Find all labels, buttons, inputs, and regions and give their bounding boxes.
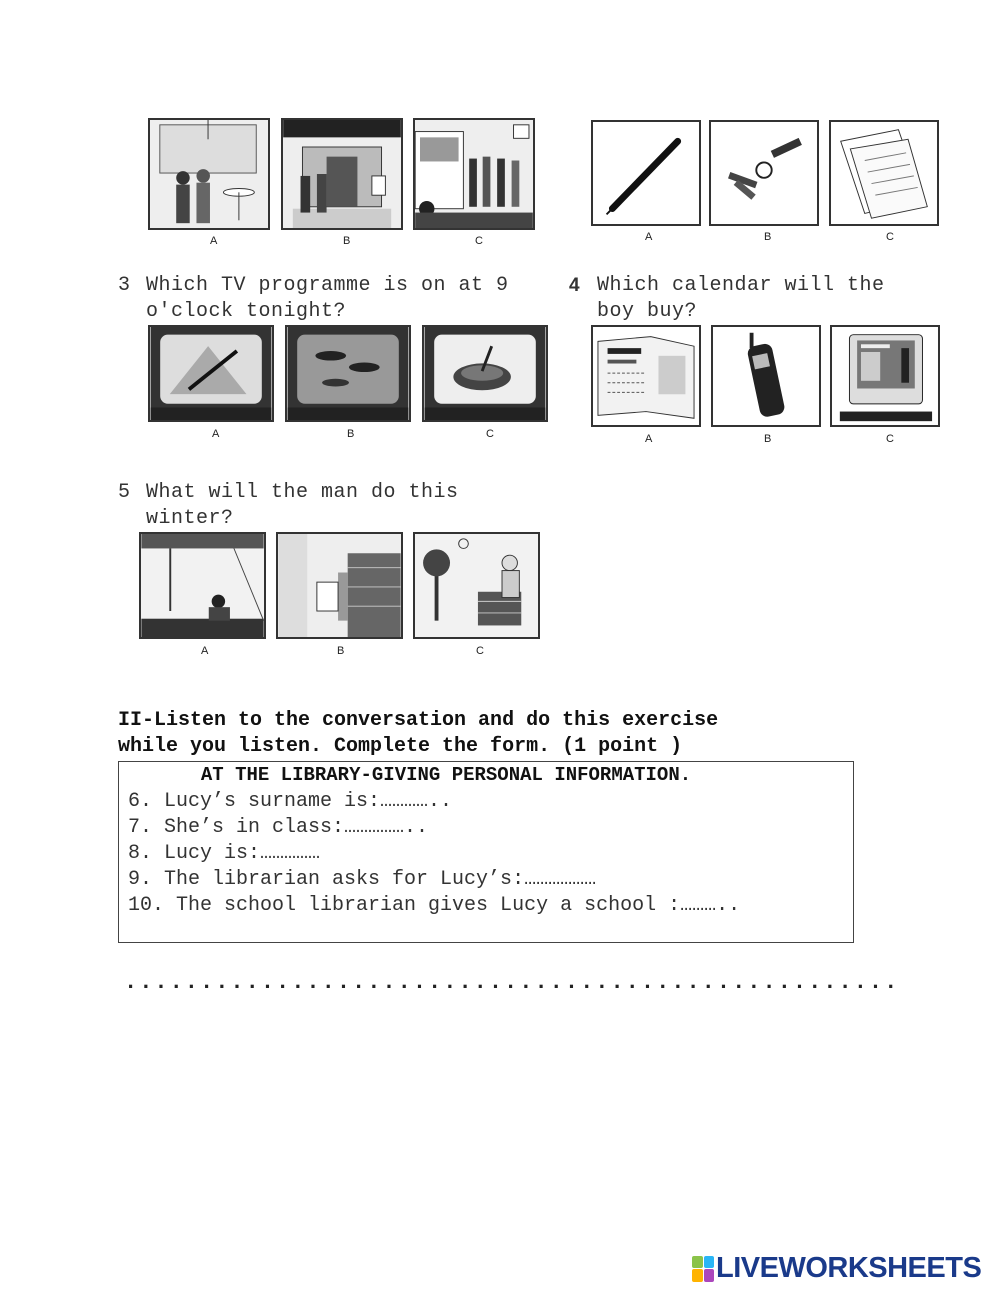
q1-picture-a [148,118,270,230]
q2-option-a: A [645,231,653,243]
q5-option-a: A [201,645,209,657]
q3-picture-c-tv-cooking [422,325,548,422]
section2-line1: II-Listen to the conversation and do this exercise [118,709,719,732]
q1-option-b: B [343,235,351,247]
q3-option-b: B [347,428,355,440]
q4-number: 4 [569,275,581,296]
q3-option-c: C [486,428,494,440]
q5-text-line1: What will the man do this [146,481,459,504]
q3-number: 3 [118,274,131,297]
dotted-answer-line: ................................................... [124,970,900,995]
section2-instructions [118,708,718,760]
q4-picture-c-computer [830,325,940,427]
q1-picture-c [413,118,535,230]
form-item-7[interactable]: 7. She’s in class:…………….. [128,816,429,839]
q5-picture-a-gardening [139,532,266,639]
q2-picture-a-pen [591,120,701,226]
q5-picture-c-building-wall [413,532,540,639]
q5-number: 5 [118,481,131,504]
q4-option-a: A [645,433,653,445]
q4-text-line2: boy buy? [597,300,698,323]
logo-text: LIVEWORKSHEETS [716,1252,982,1284]
q2-option-b: B [764,231,772,243]
q1-option-c: C [475,235,483,247]
liveworksheets-logo [692,1252,981,1285]
library-form [118,761,854,943]
section2-line2: while you listen. Complete the form. (1 point ) [118,735,683,758]
form-item-8[interactable]: 8. Lucy is:…………… [128,842,321,865]
form-title: AT THE LIBRARY-GIVING PERSONAL INFORMATION. [200,764,692,786]
q4-option-c: C [886,433,894,445]
q3-picture-b-tv-dolphins [285,325,411,422]
q5-picture-b-shopping [276,532,403,639]
q5-option-c: C [476,645,484,657]
q1-option-a: A [210,235,218,247]
q3-picture-a-tv-skiing [148,325,274,422]
q2-picture-b-keys [709,120,819,226]
q2-picture-c-papers [829,120,939,226]
q3-option-a: A [212,428,220,440]
form-item-9[interactable]: 9. The librarian asks for Lucy’s:……………… [128,868,597,891]
q4-picture-b-mobile-phone [711,325,821,427]
q4-text-line1: Which calendar will the [597,274,885,297]
q4-option-b: B [764,433,772,445]
q2-option-c: C [886,231,894,243]
logo-blocks-icon [692,1256,714,1282]
q4-picture-a-magazine [591,325,701,427]
q3-text-line1: Which TV programme is on at 9 [146,274,509,297]
q5-text-line2: winter? [146,507,234,530]
q5-option-b: B [337,645,345,657]
q1-picture-b [281,118,403,230]
form-item-6[interactable]: 6. Lucy’s surname is:………….. [128,790,453,813]
form-item-10[interactable]: 10. The school librarian gives Lucy a school :……….. [128,894,741,917]
q3-text-line2: o'clock tonight? [146,300,347,323]
